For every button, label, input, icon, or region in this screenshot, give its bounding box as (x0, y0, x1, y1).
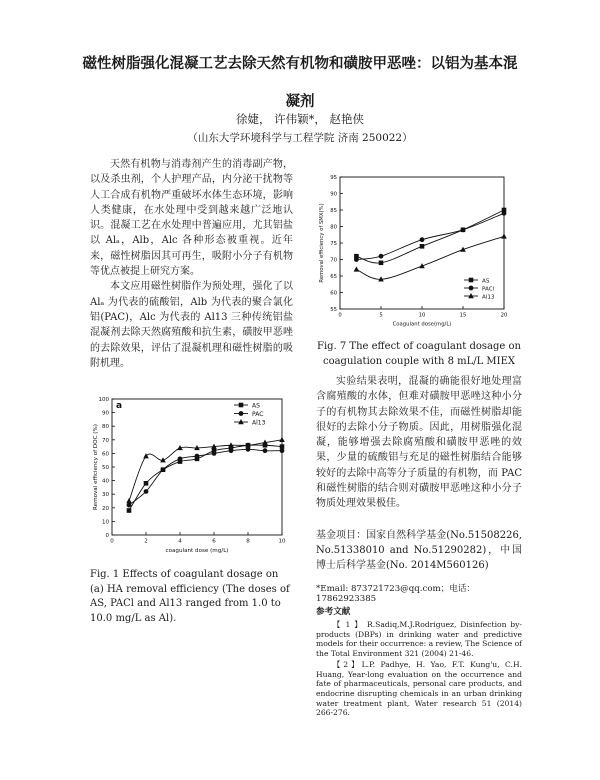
x-tick-label: 4 (178, 538, 182, 545)
x-tick-label: 20 (500, 312, 508, 319)
panel-label: a (116, 401, 123, 411)
y-tick-label: 65 (330, 274, 337, 280)
paper-title-line1: 磁性树脂强化混凝工艺去除天然有机物和磺胺甲恶唑：以铝为基本混 (82, 55, 518, 72)
fig7-caption-line1: Fig. 7 The effect of coagulant dosage on (317, 341, 521, 352)
y-tick-label: 60 (102, 451, 109, 458)
data-point-pacl (461, 227, 466, 232)
legend-label: AS (252, 402, 260, 410)
paper-title-line2: 凝剂 (285, 93, 315, 110)
x-tick-label: 10 (278, 538, 286, 545)
y-tick-label: 90 (102, 410, 109, 417)
data-point-as (127, 508, 132, 513)
y-tick-label: 95 (330, 175, 337, 181)
legend-label: Al13 (252, 419, 266, 427)
y-tick-label: 90 (330, 191, 337, 198)
x-tick-label: 2 (144, 538, 148, 545)
email-note: *Email: 873721723@qq.com；电话：17862923385 (316, 584, 476, 604)
data-point-al13 (143, 453, 149, 458)
y-tick-label: 60 (330, 290, 337, 297)
y-tick-label: 75 (330, 241, 337, 247)
x-tick-label: 0 (338, 312, 342, 319)
data-point-pac (280, 448, 285, 453)
intro-paragraph-1: 天然有机物与消毒剂产生的消毒副产物，以及杀虫剂，个人护理产品，内分泌干扰物等人工合成有机物严重破坏水体生态环境，影响人类健康，在水处理中受到越来越广泛地认识。混凝工艺在水处理中普遍应用，尤其铝盐以 Alₐ，Alb，Alc 各种形态被重视。近年来，磁性树脂因其可再生，吸附小分子有机物等优点被提上研究方案。 (90, 159, 293, 278)
reference-2: 【2】L.P. Padhye, H. Yao, F.T. Kung'u, C.H. Huang, Year-long evaluation on the occurrence and fate of pharmaceuticals, personal care products, and endocrine disrupting chemicals in an urban drinking water treatment plant, Water research 51 (2014) 266-276. (316, 659, 522, 718)
x-tick-label: 5 (379, 312, 383, 319)
legend-marker (239, 411, 244, 416)
authors: 徐婕， 许伟颖*， 赵艳侠 (235, 112, 365, 126)
y-tick-label: 100 (98, 397, 109, 403)
legend-marker (469, 286, 474, 291)
y-tick-label: 40 (102, 478, 109, 485)
data-point-al13 (501, 233, 507, 238)
y-tick-label: 85 (330, 208, 337, 214)
x-tick-label: 0 (110, 538, 114, 545)
references-list (316, 620, 522, 718)
data-point-pac (246, 447, 251, 452)
y-tick-label: 10 (102, 519, 109, 526)
fig1-caption: Fig. 1 Effects of coagulant dosage on (a) HA removal efficiency (The doses of AS, PACl and Al13 ranged from 1.0 to 10.0 mg/L as Al). (90, 569, 290, 624)
y-tick-label: 55 (330, 307, 337, 313)
data-point-pac (144, 489, 149, 494)
legend-label: Al13 (482, 294, 495, 301)
y-tick-label: 70 (102, 437, 109, 444)
x-axis-label: coagulant dose (mg/L) (165, 548, 229, 554)
x-tick-label: 10 (418, 312, 426, 319)
data-point-pacl (354, 257, 359, 262)
series-line-as (356, 210, 504, 263)
x-tick-label: 8 (246, 538, 250, 545)
data-point-as (144, 481, 149, 486)
affiliation: （山东大学环境科学与工程学院 济南 250022） (187, 132, 413, 144)
data-point-pac (229, 448, 234, 453)
data-point-as (420, 244, 425, 249)
data-point-al13 (126, 498, 132, 503)
data-point-as (379, 261, 384, 266)
fig7-caption-line2: coagulation couple with 8 mL/L MIEX (322, 355, 516, 367)
y-tick-label: 70 (330, 257, 337, 264)
legend-label: AS (482, 278, 490, 285)
y-tick-label: 80 (102, 424, 109, 431)
data-point-pacl (502, 211, 507, 216)
y-tick-label: 50 (102, 465, 109, 471)
y-axis-label: Removal efficiency of DOC (%) (93, 424, 99, 510)
data-point-pac (178, 456, 183, 461)
y-tick-label: 20 (102, 505, 109, 512)
series-line-pacl (356, 213, 504, 259)
data-point-as (280, 444, 285, 449)
intro-paragraph-2: 本文应用磁性树脂作为预处理，强化了以 Alₐ 为代表的硫酸铝，Alb 为代表的聚合氯化铝(PAC)，Alc 为代表的 Al13 三种传统铝盐混凝剂去除天然腐殖酸和抗生素，磺胺甲恶唑的去除效果，评估了混凝机理和磁性树脂的吸附机理。 (90, 281, 293, 369)
references-heading: 参考文献 (316, 607, 351, 617)
y-tick-label: 0 (105, 533, 109, 539)
legend-label: PACl (482, 286, 495, 293)
fig7-caption (316, 340, 522, 369)
x-tick-label: 15 (459, 312, 467, 319)
legend-label: PAC (252, 411, 264, 418)
x-axis-label: Coagulant dose(mg/L) (392, 321, 452, 328)
data-point-pac (127, 503, 132, 508)
x-tick-label: 6 (212, 538, 216, 545)
data-point-pac (195, 454, 200, 459)
y-tick-label: 30 (102, 492, 109, 499)
series-line-al13 (129, 440, 282, 501)
left-column-text (90, 157, 293, 371)
fig7-chart (316, 171, 512, 333)
data-point-pac (263, 448, 268, 453)
plot-frame (340, 177, 504, 309)
results-paragraph: 实验结果表明，混凝的确能很好地处理富含腐殖酸的水体，但难对磺胺甲恶唑这种小分子的有机物其去除效果不佳，而磁性树脂却能很好的去除小分子物质。因此，用树脂强化混凝，能够增强去除腐殖酸和磺胺甲恶唑的效果，少量的硫酸铝与充足的磁性树脂结合能够较好的去除中高等分子质量的有机物，而 PAC 和磁性树脂的结合则对磺胺甲恶唑这种小分子物质处理效果极佳。 (316, 376, 522, 510)
data-point-al13 (354, 266, 360, 271)
legend-marker (239, 403, 244, 408)
data-point-pacl (379, 254, 384, 259)
funding-note: 基金项目：国家自然科学基金(No.51508226, No.51338010 and No.51290282)，中国博士后科学基金(No. 2014M560126) (316, 530, 522, 571)
data-point-pacl (420, 237, 425, 242)
y-axis-label: Removal efficiency of SMX(%) (319, 203, 325, 283)
data-point-pac (212, 451, 217, 456)
data-point-pac (161, 467, 166, 472)
reference-1: 【 1 】 R.Sadiq,M.J.Rodriguez, Disinfection by-products (DBPs) in drinking water and predictive models for their occurrence: a review, The Science of the Total Environment 321 (2004) 21-46. (316, 620, 522, 659)
fig1-chart (90, 393, 290, 565)
right-column-text (316, 374, 522, 512)
legend-marker (469, 278, 474, 283)
data-point-al13 (279, 437, 285, 442)
y-tick-label: 80 (330, 224, 337, 231)
